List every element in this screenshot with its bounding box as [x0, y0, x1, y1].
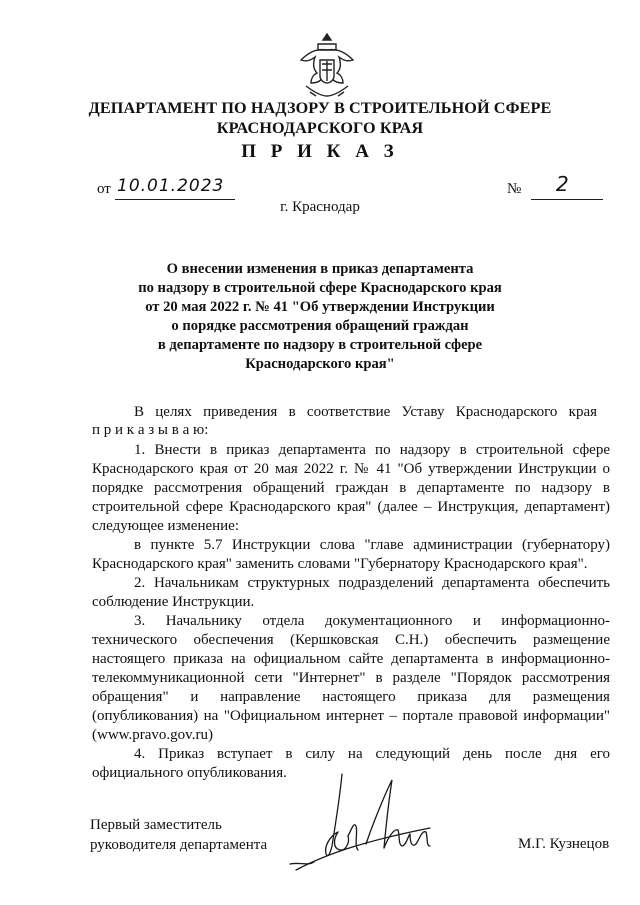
number-label: №	[507, 181, 522, 197]
body-line: 1. Внести в приказ департамента по надзору в строительной сфере	[134, 442, 610, 458]
body-line: настоящего приказа на официальном сайте департамента в информационно-	[92, 651, 610, 667]
body-line: (www.pravo.gov.ru)	[92, 727, 213, 743]
title-line-5: в департаменте по надзору в строительной сфере	[157, 337, 483, 353]
department-name-line2: КРАСНОДАРСКОГО КРАЯ	[216, 119, 424, 137]
title-line-3: от 20 мая 2022 г. № 41 "Об утверждении Инструкции	[145, 299, 495, 315]
title-line-2: по надзору в строительной сфере Краснодарского края	[138, 280, 502, 296]
date-label: от	[97, 181, 111, 197]
body-line: Краснодарского края от 20 мая 2022 г. № 41 "Об утверждении Инструкции о	[92, 461, 610, 477]
city: г. Краснодар	[280, 199, 360, 215]
title-line-1: О внесении изменения в приказ департамента	[166, 261, 474, 277]
body-line: порядке рассмотрения обращений граждан в департаменте по надзору в	[92, 480, 610, 496]
body-line: строительной сфере Краснодарского края" (далее – Инструкция, департамент)	[92, 499, 610, 515]
body-line: технического обеспечения (Кершковская С.Н.) обеспечить размещение	[92, 632, 610, 648]
date-value: 10.01.2023	[117, 176, 225, 196]
body-line: 4. Приказ вступает в силу на следующий день после дня его	[134, 746, 610, 762]
body-word: размещения	[532, 689, 610, 705]
body-line: официального опубликования.	[92, 765, 287, 781]
body-line: в пункте 5.7 Инструкции слова "главе администрации (губернатору)	[134, 537, 610, 553]
document-type: П Р И К А З	[241, 141, 399, 162]
signatory-role	[90, 815, 267, 855]
title-line-4: о порядке рассмотрения обращений граждан	[171, 318, 469, 334]
body-word: приказа	[417, 689, 468, 705]
body-line: следующее изменение:	[92, 518, 240, 534]
coat-of-arms-emblem	[296, 30, 358, 100]
signatory-role-line1: Первый заместитель	[90, 817, 222, 833]
department-name-line1: ДЕПАРТАМЕНТ ПО НАДЗОРУ В СТРОИТЕЛЬНОЙ СФЕРЕ	[88, 99, 552, 117]
body-line: 2. Начальникам структурных подразделений департамента обеспечить	[134, 575, 610, 591]
number-value: 2	[556, 172, 570, 196]
title-line-6: Краснодарского края"	[245, 356, 395, 372]
body-word: и	[190, 689, 199, 705]
body-word: направление	[220, 689, 301, 705]
signatory-name: М.Г. Кузнецов	[518, 836, 610, 852]
body-word: для	[488, 689, 511, 705]
body-word: настоящего	[322, 689, 396, 705]
signatory-role-line2: руководителя департамента	[90, 837, 268, 853]
body-line: телекоммуникационной сети "Интернет" в разделе "Порядок рассмотрения	[92, 670, 610, 686]
body-line: соблюдение Инструкции.	[92, 594, 255, 610]
body-line: 3. Начальнику отдела документационного и информационно-	[134, 613, 610, 629]
body-line: В целях приведения в соответствие Уставу Краснодарского края	[134, 404, 598, 420]
handwritten-signature	[280, 766, 450, 876]
body-line: (опубликования) на "Официальном интернет – портале правовой информации"	[92, 708, 610, 724]
body-word: обращения"	[92, 689, 169, 705]
body-line: Краснодарского края" заменить словами "Губернатору Краснодарского края".	[92, 556, 588, 572]
body-line-spread	[92, 687, 610, 707]
body-line: п р и к а з ы в а ю:	[92, 422, 209, 438]
